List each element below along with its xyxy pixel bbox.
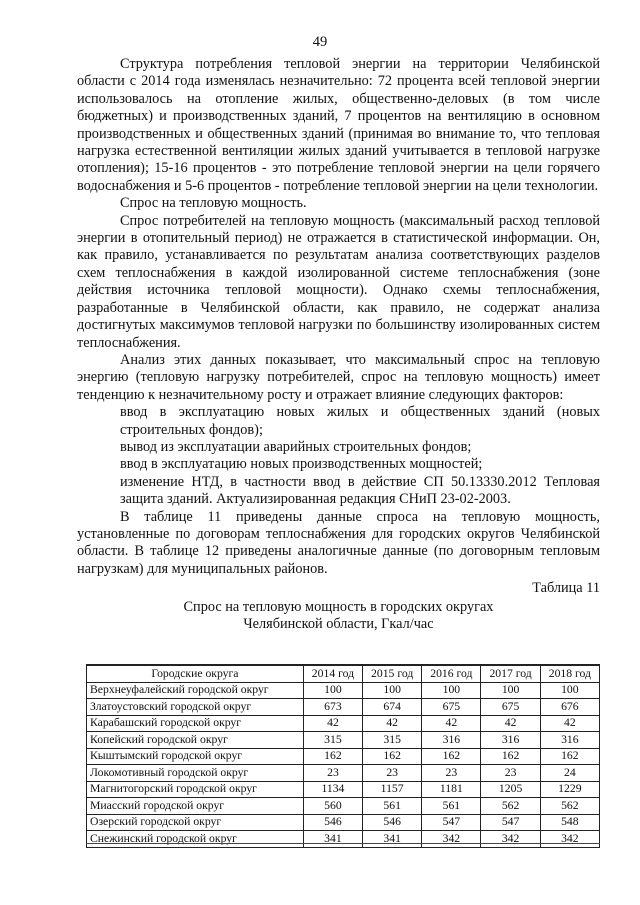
- paragraph-demand-heading: Спрос на тепловую мощность.: [120, 195, 307, 212]
- heat-demand-table: [86, 664, 600, 848]
- district-name-cell: Озерский городской округ: [87, 814, 304, 831]
- district-name-cell: Миасский городской округ: [87, 798, 304, 815]
- table-title-line: Спрос на тепловую мощность в городских округах: [183, 598, 494, 615]
- demand-value-cell: 1205: [481, 781, 540, 798]
- demand-value-cell: 315: [363, 732, 422, 749]
- demand-value-cell: 673: [303, 699, 362, 716]
- demand-value-cell: 561: [363, 798, 422, 815]
- demand-value-cell: 42: [422, 715, 481, 732]
- document-body: [77, 56, 600, 633]
- table-row: [87, 682, 600, 699]
- demand-value-cell: 162: [540, 748, 599, 765]
- demand-value-cell: 162: [303, 748, 362, 765]
- demand-value-cell: 42: [481, 715, 540, 732]
- paragraph-analysis: Анализ этих данных показывает, что максимальный спрос на тепловую энергию (тепловую нагрузку потребителей, спрос на тепловую мощность) имеет тенденцию к незначительному росту и отражает влияние следующих факторов:: [77, 351, 600, 403]
- column-header-year: 2015 год: [363, 665, 422, 682]
- demand-value-cell: 100: [363, 682, 422, 699]
- demand-value-cell: 546: [303, 814, 362, 831]
- demand-value-cell: 100: [481, 682, 540, 699]
- demand-value-cell: 342: [481, 831, 540, 848]
- demand-value-cell: 676: [540, 699, 599, 716]
- demand-value-cell: 162: [422, 748, 481, 765]
- table-row: [87, 814, 600, 831]
- demand-value-cell: 341: [363, 831, 422, 848]
- demand-value-cell: 162: [363, 748, 422, 765]
- demand-value-cell: 100: [422, 682, 481, 699]
- demand-value-cell: 561: [422, 798, 481, 815]
- paragraph-table-reference: В таблице 11 приведены данные спроса на тепловую мощность, установленные по договорам теплоснабжения для городских округов Челябинской области. В таблице 12 приведены аналогичные данные (по договорным тепловым нагрузкам) для муниципальных районов.: [77, 508, 600, 577]
- table-title: [77, 599, 600, 633]
- demand-value-cell: 100: [303, 682, 362, 699]
- demand-value-cell: 675: [422, 699, 481, 716]
- demand-value-cell: 162: [481, 748, 540, 765]
- district-name-cell: Златоустовский городской округ: [87, 699, 304, 716]
- table-row: [87, 748, 600, 765]
- demand-value-cell: 316: [481, 732, 540, 749]
- demand-value-cell: 547: [422, 814, 481, 831]
- table-row: [87, 798, 600, 815]
- table-row: [87, 765, 600, 782]
- demand-value-cell: 23: [481, 765, 540, 782]
- demand-value-cell: 562: [481, 798, 540, 815]
- demand-value-cell: 546: [363, 814, 422, 831]
- table-row: [87, 699, 600, 716]
- demand-value-cell: 42: [363, 715, 422, 732]
- demand-value-cell: 23: [303, 765, 362, 782]
- district-name-cell: Копейский городской округ: [87, 732, 304, 749]
- table-row: [87, 781, 600, 798]
- table-row: [87, 715, 600, 732]
- column-header-year: 2018 год: [540, 665, 599, 682]
- demand-value-cell: 1134: [303, 781, 362, 798]
- table-header-row: [87, 665, 600, 682]
- page-bottom-rule: [86, 843, 600, 844]
- demand-value-cell: 342: [422, 831, 481, 848]
- district-name-cell: Локомотивный городской округ: [87, 765, 304, 782]
- table-row: [87, 831, 600, 848]
- column-header-year: 2016 год: [422, 665, 481, 682]
- demand-value-cell: 23: [422, 765, 481, 782]
- demand-value-cell: 560: [303, 798, 362, 815]
- demand-value-cell: 1229: [540, 781, 599, 798]
- demand-value-cell: 316: [540, 732, 599, 749]
- demand-value-cell: 675: [481, 699, 540, 716]
- demand-value-cell: 548: [540, 814, 599, 831]
- table-title-line: Челябинской области, Гкал/час: [243, 615, 434, 632]
- demand-value-cell: 100: [540, 682, 599, 699]
- demand-value-cell: 341: [303, 831, 362, 848]
- list-item: ввод в эксплуатацию новых жилых и общественных зданий (новых строительных фондов);: [120, 404, 600, 438]
- demand-value-cell: 24: [540, 765, 599, 782]
- table-row: [87, 732, 600, 749]
- paragraph-demand-description: Спрос потребителей на тепловую мощность (максимальный расход тепловой энергии в отопительный период) не отражается в статистической информации. Он, как правило, устанавливается по результатам анализа соответствующих разделов схем теплоснабжения в каждой изолированной системе теплоснабжения (зоне действия источника тепловой мощности). Однако схемы теплоснабжения, разработанные в Челябинской области, как правило, не содержат анализа достигнутых максимумов тепловой нагрузки по большинству изолированных систем теплоснабжения.: [77, 212, 600, 351]
- district-name-cell: Верхнеуфалейский городской округ: [87, 682, 304, 699]
- demand-value-cell: 674: [363, 699, 422, 716]
- demand-value-cell: 316: [422, 732, 481, 749]
- demand-value-cell: 315: [303, 732, 362, 749]
- column-header-year: 2014 год: [303, 665, 362, 682]
- column-header-district: Городские округа: [87, 665, 304, 682]
- page-number: 49: [312, 34, 328, 50]
- list-item: изменение НТД, в частности ввод в действие СП 50.13330.2012 Тепловая защита зданий. Актуализированная редакция СНиП 23-02-2003.: [120, 473, 600, 508]
- demand-value-cell: 42: [303, 715, 362, 732]
- district-name-cell: Магнитогорский городской округ: [87, 781, 304, 798]
- demand-value-cell: 1181: [422, 781, 481, 798]
- demand-value-cell: 562: [540, 798, 599, 815]
- list-item: ввод в эксплуатацию новых производственных мощностей;: [120, 456, 483, 473]
- table-label: Таблица 11: [532, 580, 600, 597]
- district-name-cell: Снежинский городской округ: [87, 831, 304, 848]
- demand-value-cell: 342: [540, 831, 599, 848]
- demand-value-cell: 23: [363, 765, 422, 782]
- demand-value-cell: 1157: [363, 781, 422, 798]
- district-name-cell: Карабашский городской округ: [87, 715, 304, 732]
- column-header-year: 2017 год: [481, 665, 540, 682]
- demand-value-cell: 42: [540, 715, 599, 732]
- district-name-cell: Кыштымский городской округ: [87, 748, 304, 765]
- paragraph-consumption-structure: Структура потребления тепловой энергии на территории Челябинской области с 2014 года изменялась незначительно: 72 процента всей тепловой энергии использовалось на отопление жилых, общественно-деловых (в том числе бюджетных) и производственных зданий, 7 процентов на вентиляцию в основном производственных и общественных зданий (принимая во внимание то, что тепловая нагрузка естественной вентиляции жилых зданий учитывается в тепловой нагрузке отопления); 15-16 процентов - это потребление тепловой энергии на цели горячего водоснабжения и 5-6 процентов - потребление тепловой энергии на цели технологии.: [77, 56, 600, 194]
- demand-value-cell: 547: [481, 814, 540, 831]
- list-item: вывод из эксплуатации аварийных строительных фондов;: [120, 438, 472, 455]
- table-body: [87, 682, 600, 847]
